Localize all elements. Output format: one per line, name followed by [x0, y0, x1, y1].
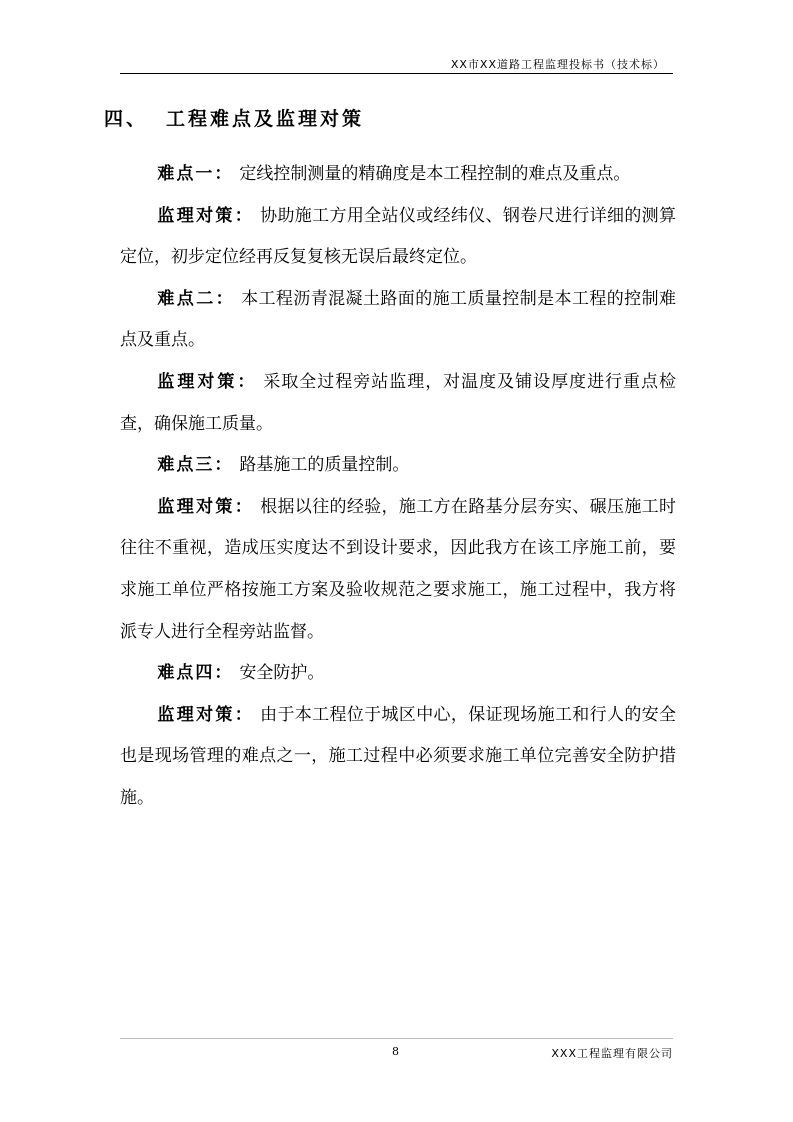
section-title: 工程难点及监理对策 [166, 108, 365, 130]
paragraph-text: 根据以往的经验，施工方在路基分层夯实、碾压施工时往往不重视，造成压实度达不到设计要求，因此我方在该工序施工前，要求施工单位严格按施工方案及验收规范之要求施工，施工过程中，我方将派专人进行全程旁站监督。 [120, 496, 677, 642]
page-number: 8 [392, 1045, 399, 1058]
paragraph-label: 难点二： [157, 288, 236, 309]
section-number: 四、 [104, 108, 149, 130]
paragraph-countermeasure-2 [120, 362, 676, 445]
paragraph-text: 本工程沥青混凝土路面的施工质量控制是本工程的控制难点及重点。 [120, 288, 677, 351]
paragraph-text: 协助施工方用全站仪或经纬仪、钢卷尺进行详细的测算定位，初步定位经再反复复核无误后最终定位。 [120, 205, 677, 268]
paragraph-text: 安全防护。 [239, 663, 325, 684]
paragraph-label: 监理对策： [157, 371, 258, 392]
paragraph-label: 监理对策： [157, 496, 255, 517]
paragraph-text: 定线控制测量的精确度是本工程控制的难点及重点。 [239, 164, 631, 184]
paragraph-difficulty-1 [120, 154, 676, 196]
paragraph-difficulty-4 [120, 653, 676, 695]
paragraph-countermeasure-4 [120, 695, 676, 820]
paragraph-label: 难点四： [157, 663, 234, 684]
running-header: XX市XX道路工程监理投标书（技术标） [450, 58, 665, 71]
paragraph-countermeasure-3 [120, 487, 676, 653]
body-content [120, 154, 676, 820]
footer-divider [120, 1038, 673, 1039]
paragraph-text: 由于本工程位于城区中心，保证现场施工和行人的安全也是现场管理的难点之一，施工过程中必须要求施工单位完善安全防护措施。 [120, 704, 677, 808]
paragraph-label: 难点一： [157, 164, 234, 184]
paragraph-difficulty-2 [120, 279, 676, 362]
paragraph-label: 监理对策： [157, 205, 255, 226]
section-heading [104, 104, 364, 131]
footer-company: XXX工程监理有限公司 [551, 1047, 673, 1060]
paragraph-difficulty-3 [120, 445, 676, 487]
paragraph-text: 采取全过程旁站监理，对温度及铺设厚度进行重点检查，确保施工质量。 [120, 371, 677, 434]
paragraph-label: 难点三： [157, 455, 234, 476]
paragraph-text: 路基施工的质量控制。 [239, 455, 410, 476]
header-divider [120, 73, 673, 74]
paragraph-countermeasure-1 [120, 196, 676, 279]
paragraph-label: 监理对策： [157, 704, 255, 725]
